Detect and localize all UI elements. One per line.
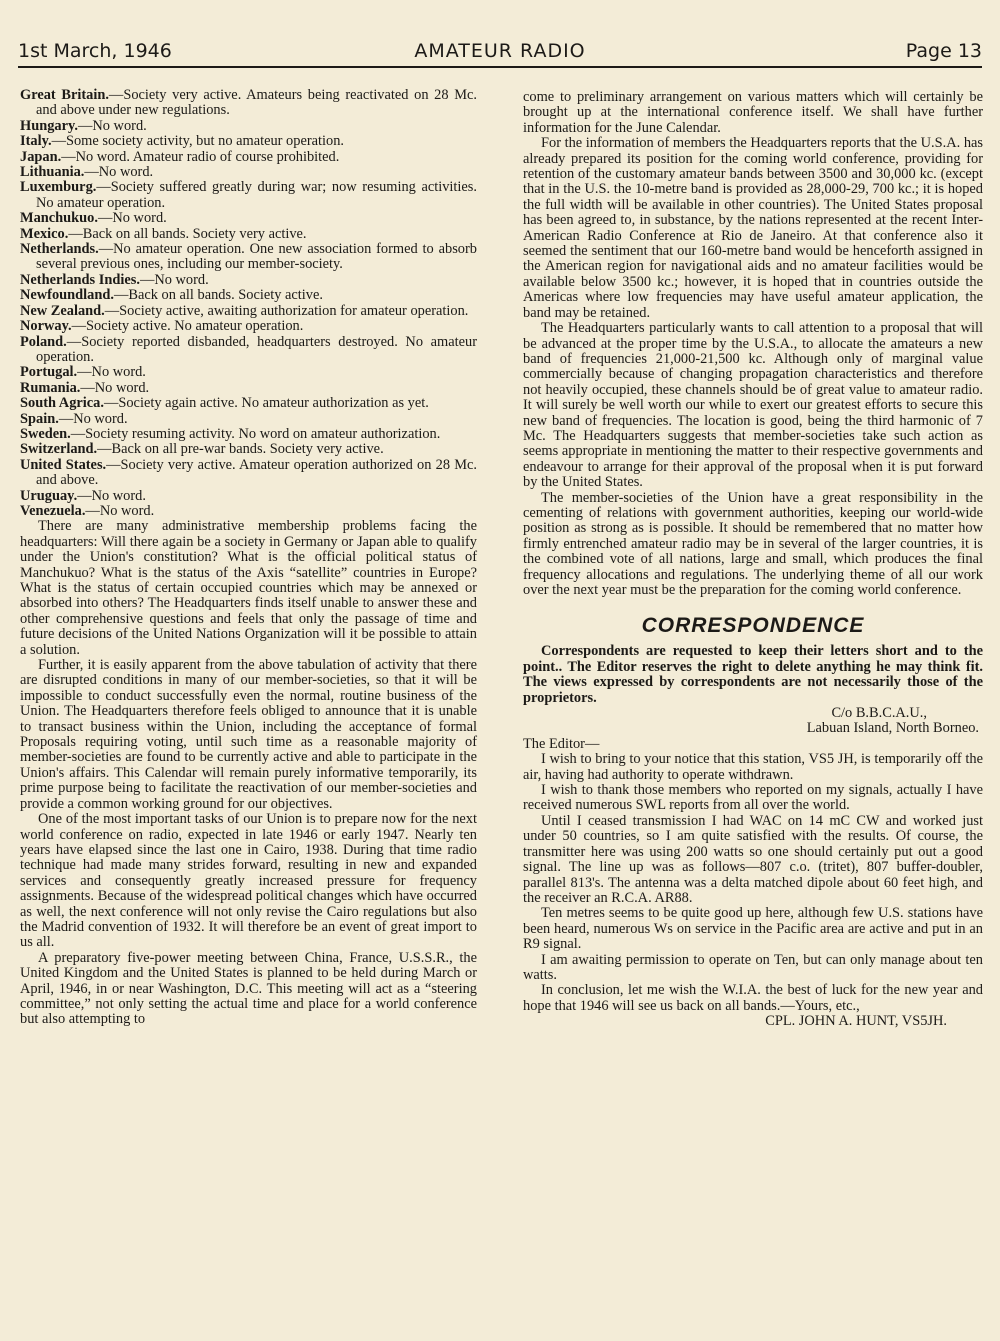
country-status: —No word.	[58, 410, 128, 427]
country-name: Japan.	[20, 148, 62, 165]
country-status: —No word.	[84, 164, 154, 181]
magazine-title: AMATEUR RADIO	[414, 40, 586, 62]
address-line: Labuan Island, North Borneo.	[806, 720, 979, 737]
country-status: —No word.	[97, 210, 167, 227]
letter-signature: CPL. JOHN A. HUNT, VS5JH.	[765, 1013, 947, 1030]
country-status: —Society very active. Amateur operation authorized on 28 Mc. and above.	[36, 456, 477, 489]
country-name: Netherlands Indies.	[20, 271, 140, 288]
letter-paragraph: I wish to bring to your notice that this station, VS5 JH, is temporarily off the air, having had authority to operate withdrawn.	[523, 751, 983, 783]
country-name: South Agrica.	[20, 395, 104, 412]
country-entry	[20, 304, 477, 319]
country-name: Newfoundland.	[20, 287, 114, 304]
page-header	[18, 34, 982, 68]
country-name: Spain.	[20, 410, 59, 427]
letter-paragraph: Ten metres seems to be quite good up here, although few U.S. stations have been heard, numerous Ws on service in the Pacific area are active and put in an R9 signal.	[523, 905, 983, 953]
issue-date: 1st March, 1946	[18, 40, 172, 62]
country-name: Rumania.	[20, 379, 81, 396]
country-entry	[20, 365, 477, 380]
country-entry	[20, 227, 477, 242]
country-status: —Back on all bands. Society very active.	[68, 225, 307, 242]
country-status: —No word.	[77, 364, 146, 381]
country-status: —No amateur operation. One new association formed to absorb several previous ones, including our member-society.	[36, 241, 477, 273]
country-entry	[20, 180, 477, 211]
address-line: C/o B.B.C.A.U.,	[831, 705, 927, 722]
country-name: Norway.	[20, 318, 72, 335]
country-entry	[20, 242, 477, 273]
country-entry	[20, 504, 477, 519]
country-entry	[20, 134, 477, 149]
correspondence-note: Correspondents are requested to keep their letters short and to the point.. The Editor reserves the right to delete anything he may think fit. The views expressed by correspondents are not necessarily those of the proprietors.	[523, 643, 983, 706]
country-entry	[20, 335, 477, 366]
country-name: Venezuela.	[20, 502, 86, 519]
country-status: —Back on all pre-war bands. Society very active.	[97, 441, 384, 458]
body-paragraph: For the information of members the Headquarters reports that the U.S.A. has already prepared its position for the coming world conference, providing for retention of the customary amateur bands between 3500 and 30,000 kc. (except that in the U.S. the 10-metre band is provided as 28,000-29, 700 kc.; it is hoped the full width will be available in other countries). The United States proposal has been agreed to, in substance, by the nations represented at the recent Inter-American Radio Conference at Rio de Janeiro. At that conference also it seemed the sentiment that our 160-metre band would be henceforth assigned in the American region for navigational aids and no amateur facilities would be available below 3500 kc.; however, it is hoped that in countries outside the Americas where low frequencies may have useful amateur application, the band may be retained.	[523, 135, 983, 321]
country-status: —No word.	[85, 502, 155, 519]
country-name: Netherlands.	[20, 241, 99, 258]
body-paragraph: The member-societies of the Union have a great responsibility in the cementing of relations with government authorities, keeping our world-wide position as strong as is possible. It should be remembered that no matter how firmly entrenched amateur radio may be in several of the larger countries, it is the combined vote of all nations, large and small, which produces the final frequency allocations and regulations. The underlying theme of all our work over the next year must be the preparation for the coming world conference.	[523, 489, 983, 598]
body-paragraph: There are many administrative membership problems facing the headquarters: Will there again be a society in Germany or Japan able to qualify under the Union's constitution? What is the official political status of Manchukuo? What is the status of the Axis “satellite” countries in Europe? What is the status of certain occupied countries which may be annexed or absorbed into others? The Headquarters finds itself unable to answer these and other comprehensive questions and feels that only the passage of time and future decisions of the United Nations Organization will it be possible to attain a solution.	[20, 518, 477, 658]
country-name: Italy.	[20, 133, 52, 150]
country-entry	[20, 427, 477, 442]
country-name: Mexico.	[20, 225, 69, 242]
country-entry	[20, 165, 477, 180]
country-entry	[20, 150, 477, 165]
country-status: —Society very active. Amateurs being reactivated on 28 Mc. and above under new regulations.	[36, 87, 477, 119]
country-status: —No word. Amateur radio of course prohibited.	[61, 148, 340, 165]
country-name: Switzerland.	[20, 441, 98, 458]
country-name: New Zealand.	[20, 302, 105, 319]
right-column	[523, 90, 983, 1030]
country-name: Uruguay.	[20, 487, 78, 504]
body-paragraph: come to preliminary arrangement on various matters which will certainly be brought up at the international conference itself. We shall have further information for the June Calendar.	[523, 89, 983, 136]
body-paragraph: The Headquarters particularly wants to call attention to a proposal that will be advanced at the proper time by the U.S.A., to allocate the amateurs a new band of frequencies 21,000-21,500 kc. Although only of marginal value commercially because of changing propagation characteristics and therefore not heavily occupied, these channels should be of great value to amateur radio. It will surely be well worth our while to exert our greatest efforts to secure this new band of frequencies. The location is good, being the third harmonic of 7 Mc. The Headquarters suggests that member-societies take such action as seems appropriate in mentioning the matter to their respective governments and endeavour to arrange for their approval of the proposal when it is put forward by the United States.	[523, 320, 983, 491]
country-name: Lithuania.	[20, 164, 85, 181]
country-name: Hungary.	[20, 117, 78, 134]
country-name: Great Britain.	[20, 87, 109, 103]
country-name: United States.	[20, 456, 107, 473]
country-name: Manchukuo.	[20, 210, 98, 227]
country-status: —No word.	[80, 379, 150, 396]
country-entry	[20, 381, 477, 396]
country-status: —No word.	[77, 117, 147, 134]
country-status: —Society suffered greatly during war; now resuming activities. No amateur operation.	[36, 179, 477, 211]
country-entry	[20, 88, 477, 119]
letter-paragraph: In conclusion, let me wish the W.I.A. the best of luck for the new year and hope that 1946 will see us back on all bands.—Yours, etc.,	[523, 982, 983, 1014]
country-entry	[20, 396, 477, 411]
country-status: —No word.	[139, 271, 209, 288]
country-name: Sweden.	[20, 425, 71, 442]
country-status: —Society again active. No amateur authorization as yet.	[103, 395, 429, 412]
country-entry	[20, 319, 477, 334]
country-status: —Society active. No amateur operation.	[71, 318, 304, 335]
body-paragraph: A preparatory five-power meeting between China, France, U.S.S.R., the United Kingdom and the United States is planned to be held during March or April, 1946, in or near Washington, D.C. This meeting will act as a “steering committee,” not only setting the actual time and place for a world conference but also attempting to	[20, 949, 477, 1028]
country-status: —Society reported disbanded, headquarters destroyed. No amateur operation.	[36, 333, 477, 365]
country-status: —No word.	[77, 487, 146, 504]
left-column	[20, 88, 477, 1028]
page-number: Page 13	[905, 40, 982, 62]
country-name: Luxemburg.	[20, 179, 97, 196]
country-entry	[20, 442, 477, 457]
country-entry	[20, 458, 477, 489]
letter-paragraph: Until I ceased transmission I had WAC on 14 mC CW and worked just under 50 countries, so I am quite satisfied with the results. Of course, the transmitter here was using 200 watts so one should certainly put out a good signal. The line up was as follows—807 c.o. (tritet), 807 buffer-doubler, parallel 813's. The antenna was a delta matched dipole about 60 feet high, and the receiver an R.C.A. AR88.	[523, 812, 983, 906]
country-status: —Back on all bands. Society active.	[113, 287, 323, 304]
country-entry	[20, 412, 477, 427]
country-status-list	[20, 88, 477, 519]
letter-salutation: The Editor—	[523, 735, 600, 752]
country-entry	[20, 211, 477, 226]
header-rule	[18, 66, 982, 68]
letter-address	[523, 706, 983, 737]
correspondence-heading: CORRESPONDENCE	[641, 614, 865, 638]
country-name: Portugal.	[20, 364, 78, 381]
body-paragraph: Further, it is easily apparent from the above tabulation of activity that there are disrupted conditions in many of our member-societies, so that it will be impossible to conduct successfully even the normal, routine business of the Union. The Headquarters therefore feels obliged to announce that it is unable to transact business within the Union, including the acceptance of formal Proposals requiring voting, until such time as a reasonable majority of member-societies are found to be currently active and able to participate in the Union's affairs. This Calendar will remain purely informative temporarily, its prime purpose being to facilitate the reactivation of our member-societies and provide a common working ground for our objectives.	[20, 657, 477, 812]
country-entry	[20, 288, 477, 303]
body-paragraph: One of the most important tasks of our Union is to prepare now for the next world conference on radio, expected in late 1946 or early 1947. Nearly ten years have elapsed since the last one in Cairo, 1938. During that time radio technique had made many strides forward, resulting in new and expanded services and consequently greatly increased pressure for frequency assignments. Because of the widespread political changes which have occurred as well, the next conference will not only revise the Cairo regulations but also the Madrid convention of 1932. It will therefore be an event of great import to us all.	[20, 811, 477, 951]
country-entry	[20, 119, 477, 134]
letter-paragraph: I am awaiting permission to operate on Ten, but can only manage about ten watts.	[523, 951, 983, 983]
country-status: —Some society activity, but no amateur operation.	[51, 133, 344, 150]
country-status: —Society active, awaiting authorization for amateur operation.	[104, 302, 469, 319]
country-name: Poland.	[20, 333, 67, 350]
letter-paragraph: I wish to thank those members who reported on my signals, actually I have received numerous SWL reports from all over the world.	[523, 782, 983, 814]
country-entry	[20, 489, 477, 504]
country-status: —Society resuming activity. No word on amateur authorization.	[70, 425, 441, 442]
country-entry	[20, 273, 477, 288]
